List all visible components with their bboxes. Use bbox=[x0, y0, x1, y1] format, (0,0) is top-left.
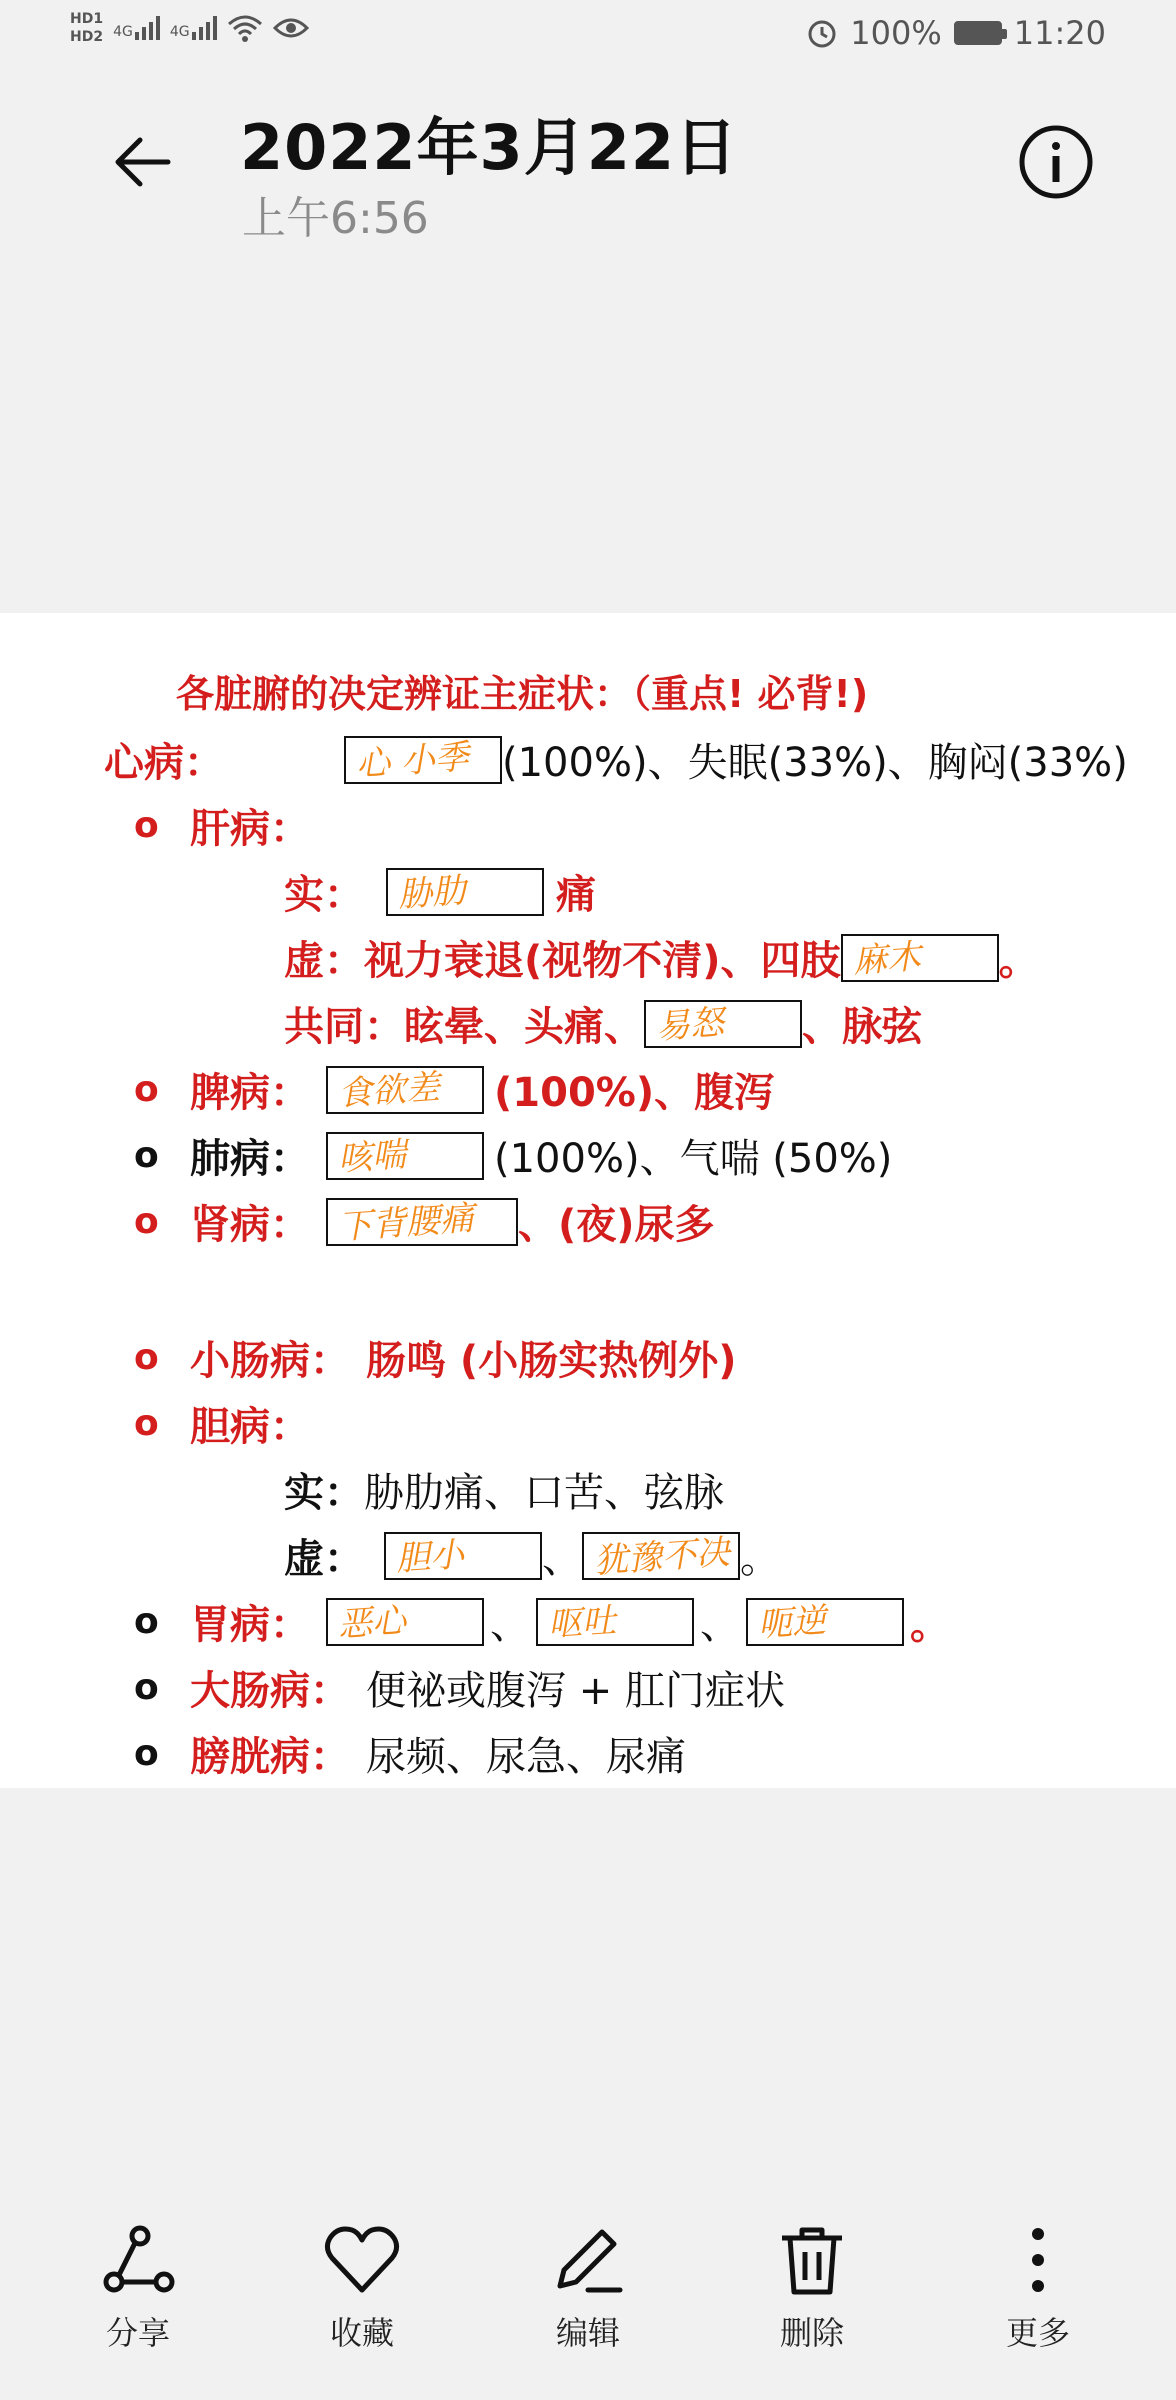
signal-icon bbox=[113, 16, 160, 40]
liver-common-end: 、脉弦 bbox=[802, 1004, 922, 1050]
spleen-row bbox=[134, 1061, 774, 1118]
gallbladder-box1 bbox=[384, 1532, 542, 1580]
bottom-toolbar bbox=[0, 2220, 1176, 2400]
status-bar bbox=[0, 0, 1176, 70]
delete-label: 删除 bbox=[779, 2314, 844, 2352]
liver-row bbox=[134, 797, 310, 854]
liver-shi-answer: 胁肋 bbox=[396, 870, 468, 915]
liver-shi-row bbox=[284, 863, 596, 920]
clock: 11:20 bbox=[1013, 14, 1106, 52]
spleen-answer: 食欲差 bbox=[336, 1066, 442, 1115]
gallbladder-row bbox=[134, 1395, 310, 1452]
favorite-button[interactable] bbox=[282, 2220, 442, 2354]
spleen-label: 脾病： bbox=[190, 1070, 310, 1116]
liver-xu-label: 虚： bbox=[284, 938, 364, 984]
net2-label: 4G bbox=[169, 24, 190, 40]
liver-common-box bbox=[644, 1000, 802, 1048]
bladder-text: 尿频、尿急、尿痛 bbox=[366, 1734, 686, 1780]
stomach-sep1: 、 bbox=[490, 1602, 530, 1648]
liver-common-row bbox=[284, 995, 922, 1052]
kidney-label: 肾病： bbox=[190, 1202, 310, 1248]
stomach-bullet: o bbox=[134, 1601, 159, 1642]
liver-shi-rest: 痛 bbox=[556, 872, 596, 918]
liver-xu-end: 。 bbox=[998, 938, 1039, 984]
liver-common-answer: 易怒 bbox=[654, 1002, 726, 1047]
share-icon bbox=[98, 2220, 178, 2300]
heart-label: 心病： bbox=[104, 740, 224, 786]
more-label: 更多 bbox=[1005, 2314, 1070, 2352]
spleen-bullet: o bbox=[134, 1069, 159, 1110]
lung-label: 肺病： bbox=[190, 1136, 310, 1182]
spleen-box bbox=[326, 1066, 484, 1114]
liver-xu-text: 视力衰退(视物不清)、四肢 bbox=[364, 938, 841, 984]
page-title: 2022年3月22日 bbox=[240, 111, 738, 184]
heart-blank-box bbox=[344, 736, 502, 784]
share-button[interactable] bbox=[58, 2220, 218, 2354]
stomach-box3 bbox=[746, 1598, 904, 1646]
arrow-left-icon bbox=[110, 130, 174, 194]
status-left bbox=[70, 10, 309, 46]
alarm-icon bbox=[806, 17, 838, 49]
stomach-box1 bbox=[326, 1598, 484, 1646]
header bbox=[0, 80, 1176, 250]
gallbladder-shi-row bbox=[284, 1461, 724, 1518]
lung-answer: 咳喘 bbox=[336, 1134, 408, 1179]
heart-answer: 心 小季 bbox=[354, 736, 471, 785]
back-button[interactable] bbox=[100, 120, 184, 204]
stomach-answer1: 恶心 bbox=[336, 1600, 408, 1645]
trash-icon bbox=[772, 2220, 852, 2300]
large-intestine-text: 便祕或腹泻 + 肛门症状 bbox=[366, 1668, 785, 1714]
gallbladder-bullet: o bbox=[134, 1403, 159, 1444]
stomach-label: 胃病： bbox=[190, 1602, 310, 1648]
edit-button[interactable] bbox=[508, 2220, 668, 2354]
gallbladder-box2 bbox=[582, 1532, 740, 1580]
gallbladder-answer2: 犹豫不决 bbox=[592, 1531, 732, 1582]
gallbladder-answer1: 胆小 bbox=[394, 1534, 466, 1579]
large-intestine-label: 大肠病： bbox=[190, 1668, 350, 1714]
liver-xu-answer: 麻木 bbox=[851, 936, 922, 981]
more-button[interactable] bbox=[958, 2220, 1118, 2354]
signal-icon bbox=[170, 16, 217, 40]
heart-icon bbox=[322, 2220, 402, 2300]
small-intestine-row bbox=[134, 1329, 737, 1386]
hd1-label: HD1 bbox=[70, 11, 104, 27]
kidney-bullet: o bbox=[134, 1201, 159, 1242]
heart-rest: (100%)、失眠(33%)、胸闷(33%) bbox=[502, 740, 1128, 786]
kidney-rest: 、(夜)尿多 bbox=[518, 1202, 715, 1248]
liver-bullet: o bbox=[134, 805, 159, 846]
stomach-box2 bbox=[536, 1598, 694, 1646]
bladder-label: 膀胱病： bbox=[190, 1734, 350, 1780]
liver-shi-label: 实： bbox=[284, 872, 364, 918]
gallbladder-xu-row bbox=[284, 1527, 780, 1584]
share-label: 分享 bbox=[105, 2314, 170, 2352]
lung-bullet: o bbox=[134, 1135, 159, 1176]
gallbladder-shi-text: 胁肋痛、口苦、弦脉 bbox=[364, 1470, 724, 1516]
wifi-icon bbox=[227, 14, 263, 42]
gallbladder-xu-label: 虚： bbox=[284, 1536, 364, 1582]
stomach-sep2: 、 bbox=[700, 1602, 740, 1648]
gallbladder-end: 。 bbox=[740, 1536, 780, 1582]
bladder-bullet: o bbox=[134, 1733, 159, 1774]
liver-common-label: 共同： bbox=[284, 1004, 404, 1050]
more-vertical-icon bbox=[998, 2220, 1078, 2300]
net1-label: 4G bbox=[113, 24, 133, 40]
liver-xu-row bbox=[284, 929, 1039, 986]
pencil-icon bbox=[548, 2220, 628, 2300]
small-intestine-label: 小肠病： bbox=[190, 1338, 350, 1384]
heart-row bbox=[104, 731, 1128, 788]
delete-button[interactable] bbox=[732, 2220, 892, 2354]
small-intestine-bullet: o bbox=[134, 1337, 159, 1378]
note-heading: 各脏腑的决定辨证主症状：（重点! 必背!) bbox=[176, 672, 869, 716]
info-icon bbox=[1018, 124, 1094, 200]
info-button[interactable] bbox=[1014, 120, 1098, 204]
stomach-answer3: 呃逆 bbox=[756, 1600, 828, 1645]
liver-label: 肝病： bbox=[190, 806, 310, 852]
gallbladder-sep: 、 bbox=[542, 1536, 582, 1582]
note-image bbox=[0, 613, 1176, 1788]
edit-label: 编辑 bbox=[555, 2314, 620, 2352]
gallbladder-label: 胆病： bbox=[190, 1404, 310, 1450]
hd2-label: HD2 bbox=[70, 29, 104, 45]
hd-indicator bbox=[70, 10, 103, 46]
gallbladder-shi-label: 实： bbox=[284, 1470, 364, 1516]
small-intestine-text: 肠鸣 (小肠实热例外) bbox=[366, 1338, 737, 1384]
stomach-end: 。 bbox=[910, 1602, 950, 1648]
liver-shi-box bbox=[386, 868, 544, 916]
liver-xu-box bbox=[841, 934, 999, 982]
favorite-label: 收藏 bbox=[329, 2314, 394, 2352]
liver-common-text: 眩晕、头痛、 bbox=[404, 1004, 644, 1050]
kidney-answer: 下背腰痛 bbox=[336, 1197, 476, 1248]
large-intestine-bullet: o bbox=[134, 1667, 159, 1708]
kidney-row bbox=[134, 1193, 715, 1250]
eye-icon bbox=[273, 16, 309, 40]
bladder-row bbox=[134, 1725, 686, 1782]
page-subtitle: 上午6:56 bbox=[242, 193, 429, 244]
battery-percent: 100% bbox=[850, 14, 942, 52]
kidney-box bbox=[326, 1198, 518, 1246]
status-right bbox=[806, 14, 1106, 52]
lung-row bbox=[134, 1127, 892, 1184]
lung-rest: (100%)、气喘 (50%) bbox=[494, 1136, 893, 1182]
lung-box bbox=[326, 1132, 484, 1180]
stomach-answer2: 呕吐 bbox=[546, 1600, 618, 1645]
spleen-rest: (100%)、腹泻 bbox=[494, 1070, 775, 1116]
battery-icon bbox=[954, 21, 1002, 45]
stomach-row bbox=[134, 1593, 950, 1650]
large-intestine-row bbox=[134, 1659, 785, 1716]
